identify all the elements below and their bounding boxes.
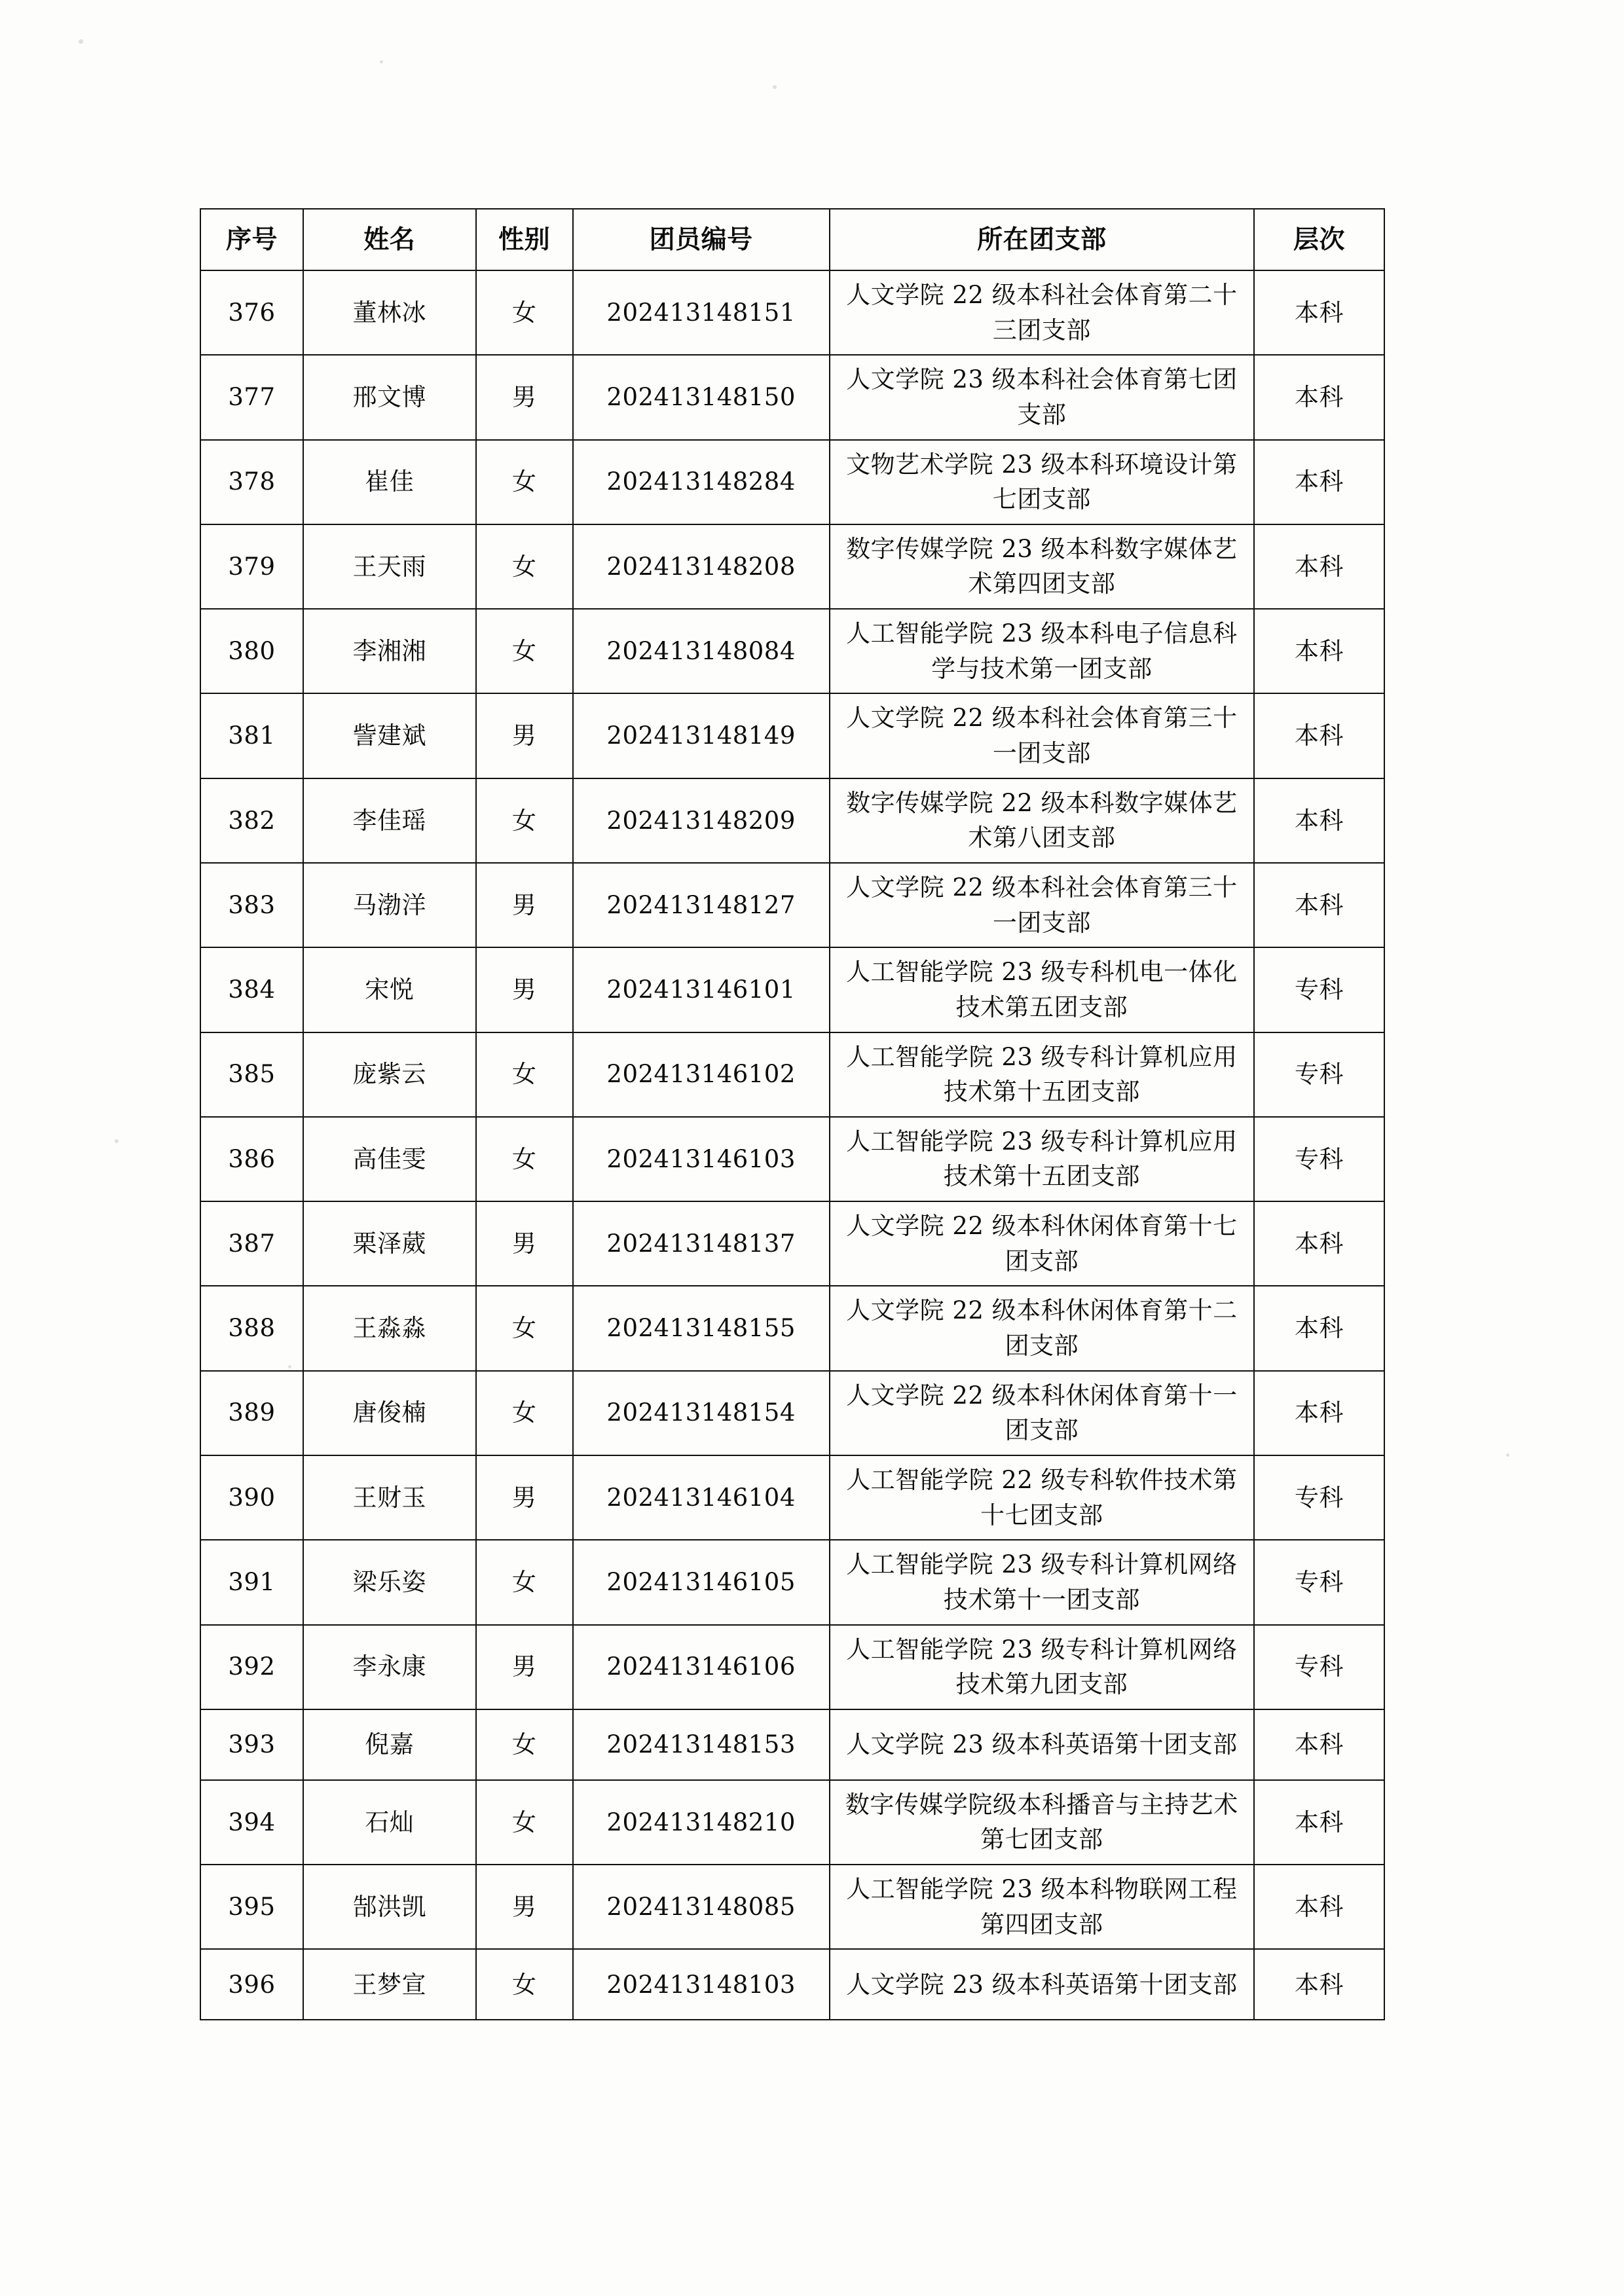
- cell-level: 本科: [1254, 1865, 1384, 1949]
- cell-index: 392: [200, 1625, 303, 1709]
- cell-branch: 人文学院 22 级本科社会体育第二十三团支部: [830, 270, 1254, 355]
- cell-index: 380: [200, 609, 303, 693]
- cell-name: 王淼淼: [303, 1286, 476, 1370]
- cell-level: 专科: [1254, 1117, 1384, 1201]
- cell-member-id: 202413146102: [573, 1032, 830, 1117]
- cell-branch: 人工智能学院 23 级专科计算机应用技术第十五团支部: [830, 1117, 1254, 1201]
- cell-sex: 女: [476, 1117, 573, 1201]
- cell-level: 本科: [1254, 440, 1384, 524]
- table-row: [200, 1371, 1384, 1455]
- cell-sex: 男: [476, 1201, 573, 1286]
- cell-index: 390: [200, 1455, 303, 1540]
- cell-name: 马渤洋: [303, 863, 476, 947]
- cell-level: 专科: [1254, 947, 1384, 1032]
- column-header-index: 序号: [200, 209, 303, 270]
- cell-level: 专科: [1254, 1032, 1384, 1117]
- cell-member-id: 202413146104: [573, 1455, 830, 1540]
- cell-sex: 男: [476, 693, 573, 778]
- cell-member-id: 202413148150: [573, 355, 830, 439]
- cell-member-id: 202413148208: [573, 524, 830, 609]
- cell-sex: 男: [476, 863, 573, 947]
- cell-member-id: 202413148153: [573, 1709, 830, 1780]
- cell-member-id: 202413146106: [573, 1625, 830, 1709]
- cell-branch: 数字传媒学院 23 级本科数字媒体艺术第四团支部: [830, 524, 1254, 609]
- cell-sex: 女: [476, 778, 573, 863]
- cell-sex: 女: [476, 270, 573, 355]
- cell-level: 本科: [1254, 1949, 1384, 2020]
- table-header-row: [200, 209, 1384, 270]
- cell-branch: 数字传媒学院 22 级本科数字媒体艺术第八团支部: [830, 778, 1254, 863]
- cell-index: 386: [200, 1117, 303, 1201]
- cell-name: 庞紫云: [303, 1032, 476, 1117]
- table-row: [200, 1625, 1384, 1709]
- cell-name: 唐俊楠: [303, 1371, 476, 1455]
- cell-member-id: 202413148103: [573, 1949, 830, 2020]
- table-row: [200, 1865, 1384, 1949]
- cell-member-id: 202413148209: [573, 778, 830, 863]
- cell-branch: 人文学院 22 级本科社会体育第三十一团支部: [830, 863, 1254, 947]
- cell-sex: 男: [476, 947, 573, 1032]
- cell-level: 本科: [1254, 355, 1384, 439]
- scan-speck: [380, 60, 383, 64]
- table-row: [200, 270, 1384, 355]
- table-row: [200, 778, 1384, 863]
- cell-member-id: 202413148284: [573, 440, 830, 524]
- cell-name: 梁乐姿: [303, 1540, 476, 1624]
- cell-level: 本科: [1254, 1709, 1384, 1780]
- cell-sex: 女: [476, 609, 573, 693]
- cell-name: 李佳瑶: [303, 778, 476, 863]
- cell-index: 377: [200, 355, 303, 439]
- cell-sex: 女: [476, 1540, 573, 1624]
- cell-member-id: 202413146103: [573, 1117, 830, 1201]
- cell-name: 王天雨: [303, 524, 476, 609]
- table-body: [200, 270, 1384, 2020]
- column-header-branch: 所在团支部: [830, 209, 1254, 270]
- cell-branch: 人工智能学院 22 级专科软件技术第十七团支部: [830, 1455, 1254, 1540]
- cell-sex: 男: [476, 1865, 573, 1949]
- cell-sex: 女: [476, 1032, 573, 1117]
- cell-index: 391: [200, 1540, 303, 1624]
- cell-index: 384: [200, 947, 303, 1032]
- cell-sex: 女: [476, 1709, 573, 1780]
- cell-level: 专科: [1254, 1455, 1384, 1540]
- table-row: [200, 1780, 1384, 1865]
- cell-index: 394: [200, 1780, 303, 1865]
- cell-name: 李永康: [303, 1625, 476, 1709]
- cell-branch: 人文学院 22 级本科休闲体育第十一团支部: [830, 1371, 1254, 1455]
- cell-index: 395: [200, 1865, 303, 1949]
- scan-speck: [115, 1139, 119, 1143]
- cell-sex: 女: [476, 440, 573, 524]
- cell-sex: 女: [476, 1286, 573, 1370]
- scan-speck: [773, 85, 777, 89]
- table-row: [200, 1949, 1384, 2020]
- cell-name: 宋悦: [303, 947, 476, 1032]
- table-row: [200, 1201, 1384, 1286]
- cell-level: 本科: [1254, 778, 1384, 863]
- table-row: [200, 1540, 1384, 1624]
- cell-index: 376: [200, 270, 303, 355]
- table-row: [200, 1455, 1384, 1540]
- cell-name: 王财玉: [303, 1455, 476, 1540]
- cell-level: 本科: [1254, 863, 1384, 947]
- cell-branch: 人文学院 22 级本科休闲体育第十七团支部: [830, 1201, 1254, 1286]
- cell-level: 本科: [1254, 1780, 1384, 1865]
- cell-name: 訾建斌: [303, 693, 476, 778]
- cell-member-id: 202413148155: [573, 1286, 830, 1370]
- cell-name: 崔佳: [303, 440, 476, 524]
- table-row: [200, 355, 1384, 439]
- cell-branch: 人工智能学院 23 级本科物联网工程第四团支部: [830, 1865, 1254, 1949]
- table-row: [200, 609, 1384, 693]
- cell-member-id: 202413148084: [573, 609, 830, 693]
- roster-table: [200, 208, 1385, 2020]
- table-row: [200, 947, 1384, 1032]
- roster-table-container: [200, 208, 1385, 2020]
- cell-branch: 数字传媒学院级本科播音与主持艺术第七团支部: [830, 1780, 1254, 1865]
- cell-name: 倪嘉: [303, 1709, 476, 1780]
- cell-level: 本科: [1254, 524, 1384, 609]
- cell-name: 王梦宣: [303, 1949, 476, 2020]
- table-row: [200, 524, 1384, 609]
- cell-level: 专科: [1254, 1625, 1384, 1709]
- cell-name: 邢文博: [303, 355, 476, 439]
- cell-branch: 人工智能学院 23 级专科计算机网络技术第十一团支部: [830, 1540, 1254, 1624]
- cell-index: 388: [200, 1286, 303, 1370]
- table-row: [200, 440, 1384, 524]
- table-row: [200, 1117, 1384, 1201]
- cell-level: 本科: [1254, 1286, 1384, 1370]
- table-row: [200, 1032, 1384, 1117]
- cell-branch: 人工智能学院 23 级专科机电一体化技术第五团支部: [830, 947, 1254, 1032]
- cell-member-id: 202413148149: [573, 693, 830, 778]
- cell-member-id: 202413148210: [573, 1780, 830, 1865]
- scan-speck: [79, 39, 83, 44]
- cell-name: 栗泽葳: [303, 1201, 476, 1286]
- cell-member-id: 202413148137: [573, 1201, 830, 1286]
- cell-sex: 女: [476, 1949, 573, 2020]
- cell-member-id: 202413148127: [573, 863, 830, 947]
- cell-sex: 女: [476, 524, 573, 609]
- cell-member-id: 202413148151: [573, 270, 830, 355]
- cell-index: 387: [200, 1201, 303, 1286]
- cell-level: 本科: [1254, 270, 1384, 355]
- cell-sex: 男: [476, 355, 573, 439]
- column-header-level: 层次: [1254, 209, 1384, 270]
- cell-level: 本科: [1254, 1201, 1384, 1286]
- cell-sex: 女: [476, 1371, 573, 1455]
- cell-branch: 文物艺术学院 23 级本科环境设计第七团支部: [830, 440, 1254, 524]
- cell-member-id: 202413146101: [573, 947, 830, 1032]
- cell-member-id: 202413146105: [573, 1540, 830, 1624]
- scan-speck: [1506, 1453, 1509, 1457]
- cell-index: 379: [200, 524, 303, 609]
- cell-name: 郜洪凯: [303, 1865, 476, 1949]
- column-header-name: 姓名: [303, 209, 476, 270]
- cell-branch: 人工智能学院 23 级专科计算机应用技术第十五团支部: [830, 1032, 1254, 1117]
- cell-name: 董林冰: [303, 270, 476, 355]
- cell-level: 本科: [1254, 609, 1384, 693]
- cell-branch: 人文学院 22 级本科休闲体育第十二团支部: [830, 1286, 1254, 1370]
- column-header-member-id: 团员编号: [573, 209, 830, 270]
- cell-level: 专科: [1254, 1540, 1384, 1624]
- cell-branch: 人文学院 23 级本科英语第十团支部: [830, 1949, 1254, 2020]
- cell-branch: 人工智能学院 23 级专科计算机网络技术第九团支部: [830, 1625, 1254, 1709]
- cell-branch: 人工智能学院 23 级本科电子信息科学与技术第一团支部: [830, 609, 1254, 693]
- cell-name: 李湘湘: [303, 609, 476, 693]
- cell-index: 383: [200, 863, 303, 947]
- cell-index: 393: [200, 1709, 303, 1780]
- table-row: [200, 1286, 1384, 1370]
- cell-member-id: 202413148154: [573, 1371, 830, 1455]
- cell-branch: 人文学院 23 级本科英语第十团支部: [830, 1709, 1254, 1780]
- cell-index: 381: [200, 693, 303, 778]
- cell-sex: 男: [476, 1625, 573, 1709]
- cell-name: 石灿: [303, 1780, 476, 1865]
- table-row: [200, 1709, 1384, 1780]
- cell-branch: 人文学院 22 级本科社会体育第三十一团支部: [830, 693, 1254, 778]
- cell-index: 396: [200, 1949, 303, 2020]
- cell-member-id: 202413148085: [573, 1865, 830, 1949]
- cell-index: 385: [200, 1032, 303, 1117]
- cell-index: 378: [200, 440, 303, 524]
- cell-sex: 男: [476, 1455, 573, 1540]
- cell-index: 382: [200, 778, 303, 863]
- table-row: [200, 863, 1384, 947]
- cell-sex: 女: [476, 1780, 573, 1865]
- cell-level: 本科: [1254, 1371, 1384, 1455]
- table-row: [200, 693, 1384, 778]
- column-header-sex: 性别: [476, 209, 573, 270]
- cell-index: 389: [200, 1371, 303, 1455]
- cell-name: 高佳雯: [303, 1117, 476, 1201]
- cell-level: 本科: [1254, 693, 1384, 778]
- cell-branch: 人文学院 23 级本科社会体育第七团支部: [830, 355, 1254, 439]
